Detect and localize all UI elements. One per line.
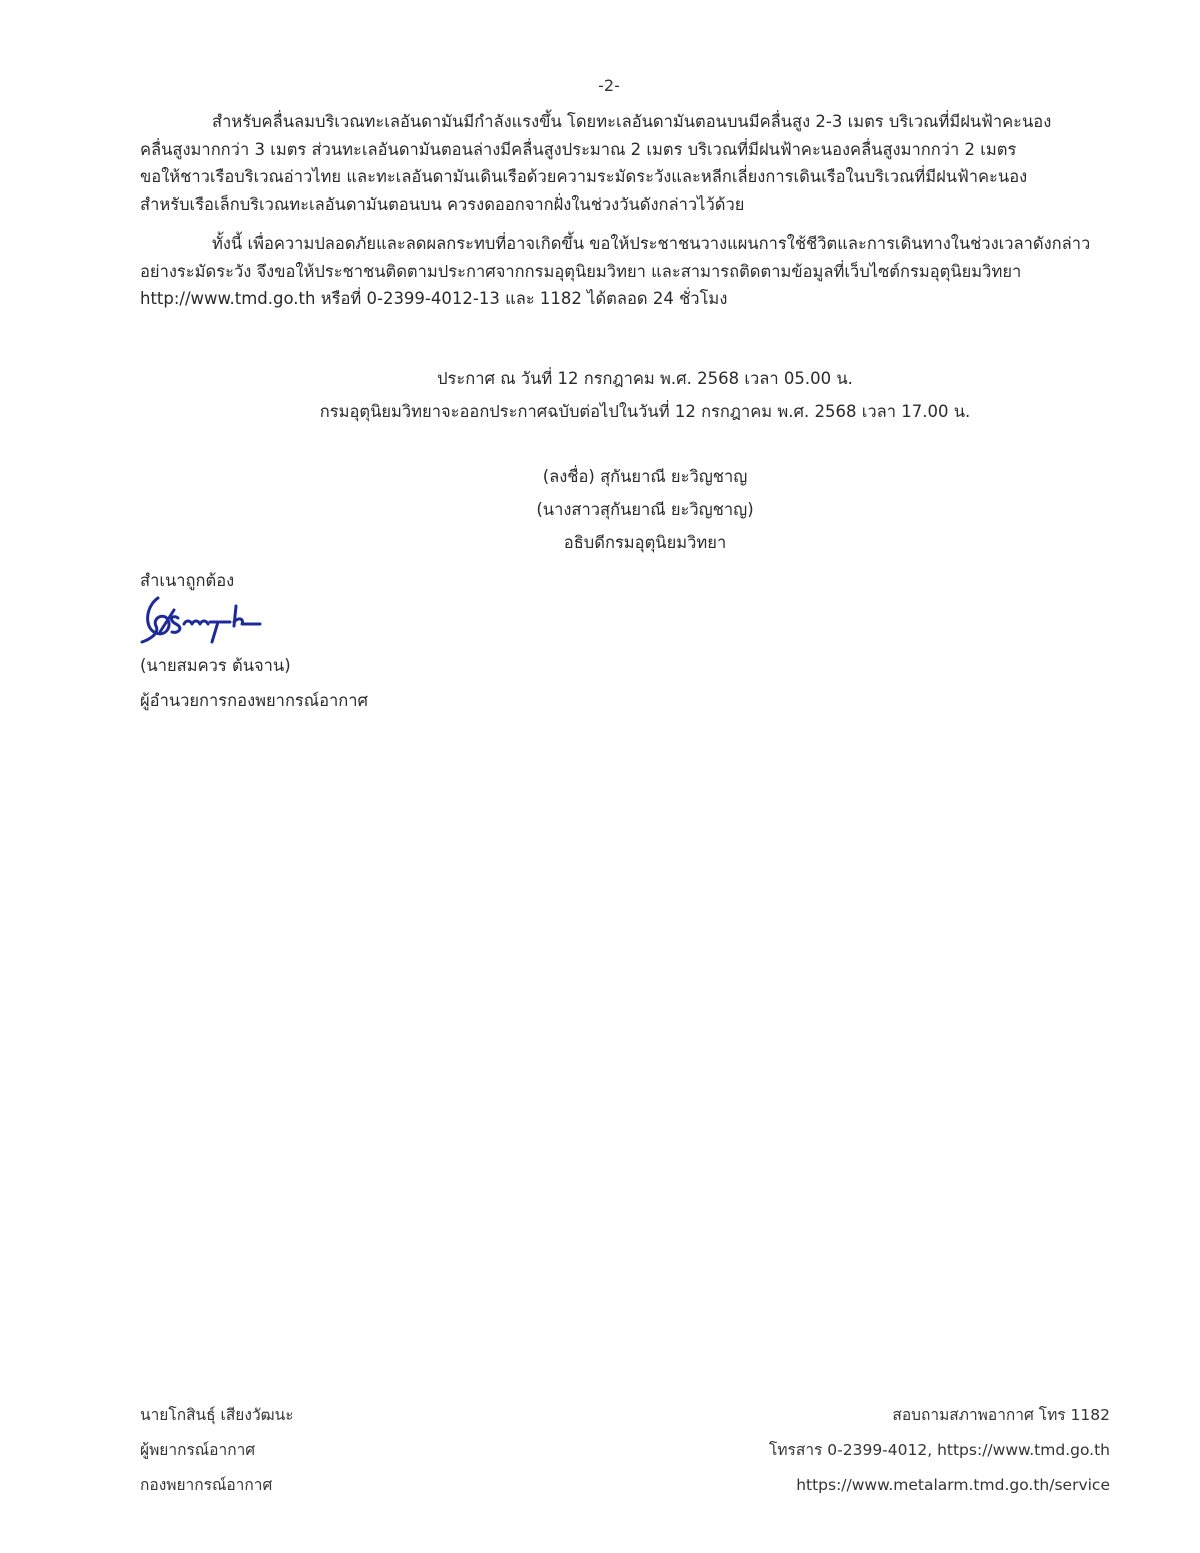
text-line: ทั้งนี้ เพื่อความปลอดภัยและลดผลกระทบที่อาจเกิดขึ้น ขอให้ประชาชนวางแผนการใช้ชีวิตและการเดินทางในช่วงเวลาดังกล่าว: [212, 234, 1091, 253]
signed-name: (ลงชื่อ) สุกันยาณี ยะวิญชาญ: [542, 467, 748, 486]
forecaster-title: ผู้พยากรณ์อากาศ: [140, 1441, 256, 1459]
signatory-block: [0, 460, 1200, 559]
contact-fax-website: โทรสาร 0-2399-4012, https://www.tmd.go.th: [769, 1441, 1110, 1459]
text-line: สำหรับเรือเล็กบริเวณทะเลอันดามันตอนบน ควรงดออกจากฝั่งในช่วงวันดังกล่าวไว้ด้วย: [140, 194, 745, 214]
footer-contact: [769, 1398, 1110, 1503]
text-line: อย่างระมัดระวัง จึงขอให้ประชาชนติดตามประกาศจากกรมอุตุนิยมวิทยา และสามารถติดตามข้อมูลที่เว็บไซต์กรมอุตุนิยมวิทยา: [140, 261, 1022, 281]
handwritten-signature-icon: [138, 592, 268, 646]
contact-phone: สอบถามสภาพอากาศ โทร 1182: [892, 1406, 1110, 1424]
footer-forecaster: [140, 1398, 294, 1503]
forecaster-name: นายโกสินธุ์ เสียงวัฒนะ: [140, 1406, 294, 1424]
text-line: http://www.tmd.go.th หรือที่ 0-2399-4012-13 และ 1182 ได้ตลอด 24 ชั่วโมง: [140, 289, 728, 308]
certifier-position: ผู้อำนวยการกองพยากรณ์อากาศ: [140, 691, 369, 710]
text-line: คลื่นสูงมากกว่า 3 เมตร ส่วนทะเลอันดามันตอนล่างมีคลื่นสูงประมาณ 2 เมตร บริเวณที่มีฝนฟ้าคะนองคลื่นสูงมากกว่า 2 เมตร: [140, 139, 1017, 159]
text-line: ขอให้ชาวเรือบริเวณอ่าวไทย และทะเลอันดามันเดินเรือด้วยความระมัดระวังและหลีกเลี่ยงการเดินเรือในบริเวณที่มีฝนฟ้าคะนอง: [140, 167, 1028, 186]
page-number: -2-: [598, 76, 620, 95]
text-line: สำหรับคลื่นลมบริเวณทะเลอันดามันมีกำลังแรงขึ้น โดยทะเลอันดามันตอนบนมีคลื่นสูง 2-3 เมตร บริเวณที่มีฝนฟ้าคะนอง: [212, 112, 1052, 131]
forecaster-division: กองพยากรณ์อากาศ: [140, 1476, 273, 1494]
announcement-block: [0, 362, 1200, 428]
paragraph-sea-conditions: [140, 108, 1080, 218]
next-issue-date: กรมอุตุนิยมวิทยาจะออกประกาศฉบับต่อไปในวันที่ 12 กรกฎาคม พ.ศ. 2568 เวลา 17.00 น.: [319, 402, 971, 421]
issued-date: ประกาศ ณ วันที่ 12 กรกฎาคม พ.ศ. 2568 เวลา 05.00 น.: [437, 369, 853, 388]
signatory-full-name: (นางสาวสุกันยาณี ยะวิญชาญ): [536, 500, 754, 519]
signatory-position: อธิบดีกรมอุตุนิยมวิทยา: [563, 533, 727, 552]
certifier-name: (นายสมควร ต้นจาน): [140, 656, 291, 675]
paragraph-safety-advice: [140, 230, 1091, 313]
certified-copy-label: สำเนาถูกต้อง: [140, 571, 235, 590]
contact-service-url: https://www.metalarm.tmd.go.th/service: [796, 1476, 1110, 1494]
certified-copy-signatory: [140, 648, 368, 718]
